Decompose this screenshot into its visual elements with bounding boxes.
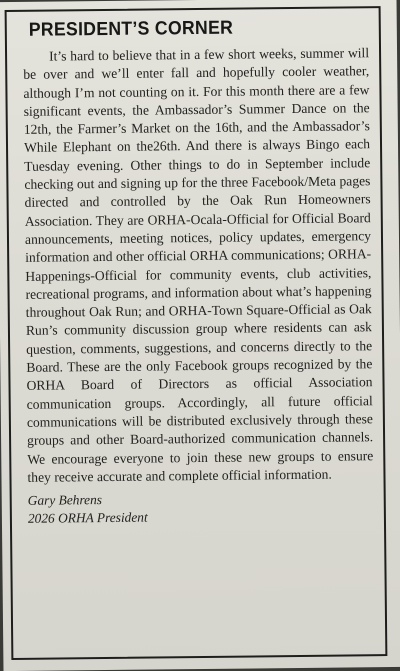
- article-body: It’s hard to believe that in a few short weeks, summer will be over and we’ll enter fall and hopefully cooler weather, although I’m not counting on it. For this month there are a few significant events, the Ambassador’s Summer Dance on the 12th, the Farmer’s Market on the 16th, and the Ambassador’s While Elephant on the26th. And there is always Bingo each Tuesday evening. Other things to do in September include checking out and signing up for the three Facebook/Meta pages directed and controlled by the Oak Run Homeowners Association. They are ORHA-Ocala-Official for Official Board announcements, meeting notices, policy updates, emergency information and other official ORHA communications; ORHA-Happenings-Official for community events, club activities, recreational programs, and information about what’s happening throughout Oak Run; and ORHA-Town Square-Official as Oak Run’s community discussion group where residents can ask question, comments, suggestions, and concerns directly to the Board. These are the only Facebook groups recognized by the ORHA Board of Directors as official Association communication groups. Accordingly, all future official communications will be distributed exclusively through these groups and other Board-authorized communication channels. We encourage everyone to join these new groups to ensure they receive accurate and complete official information.: [23, 45, 374, 485]
- signature-name: Gary Behrens: [27, 492, 103, 508]
- signature-title: 2026 ORHA President: [27, 509, 148, 526]
- article-heading: PRESIDENT’S CORNER: [28, 17, 234, 41]
- signature-block: [28, 488, 374, 528]
- article-box: [5, 6, 388, 660]
